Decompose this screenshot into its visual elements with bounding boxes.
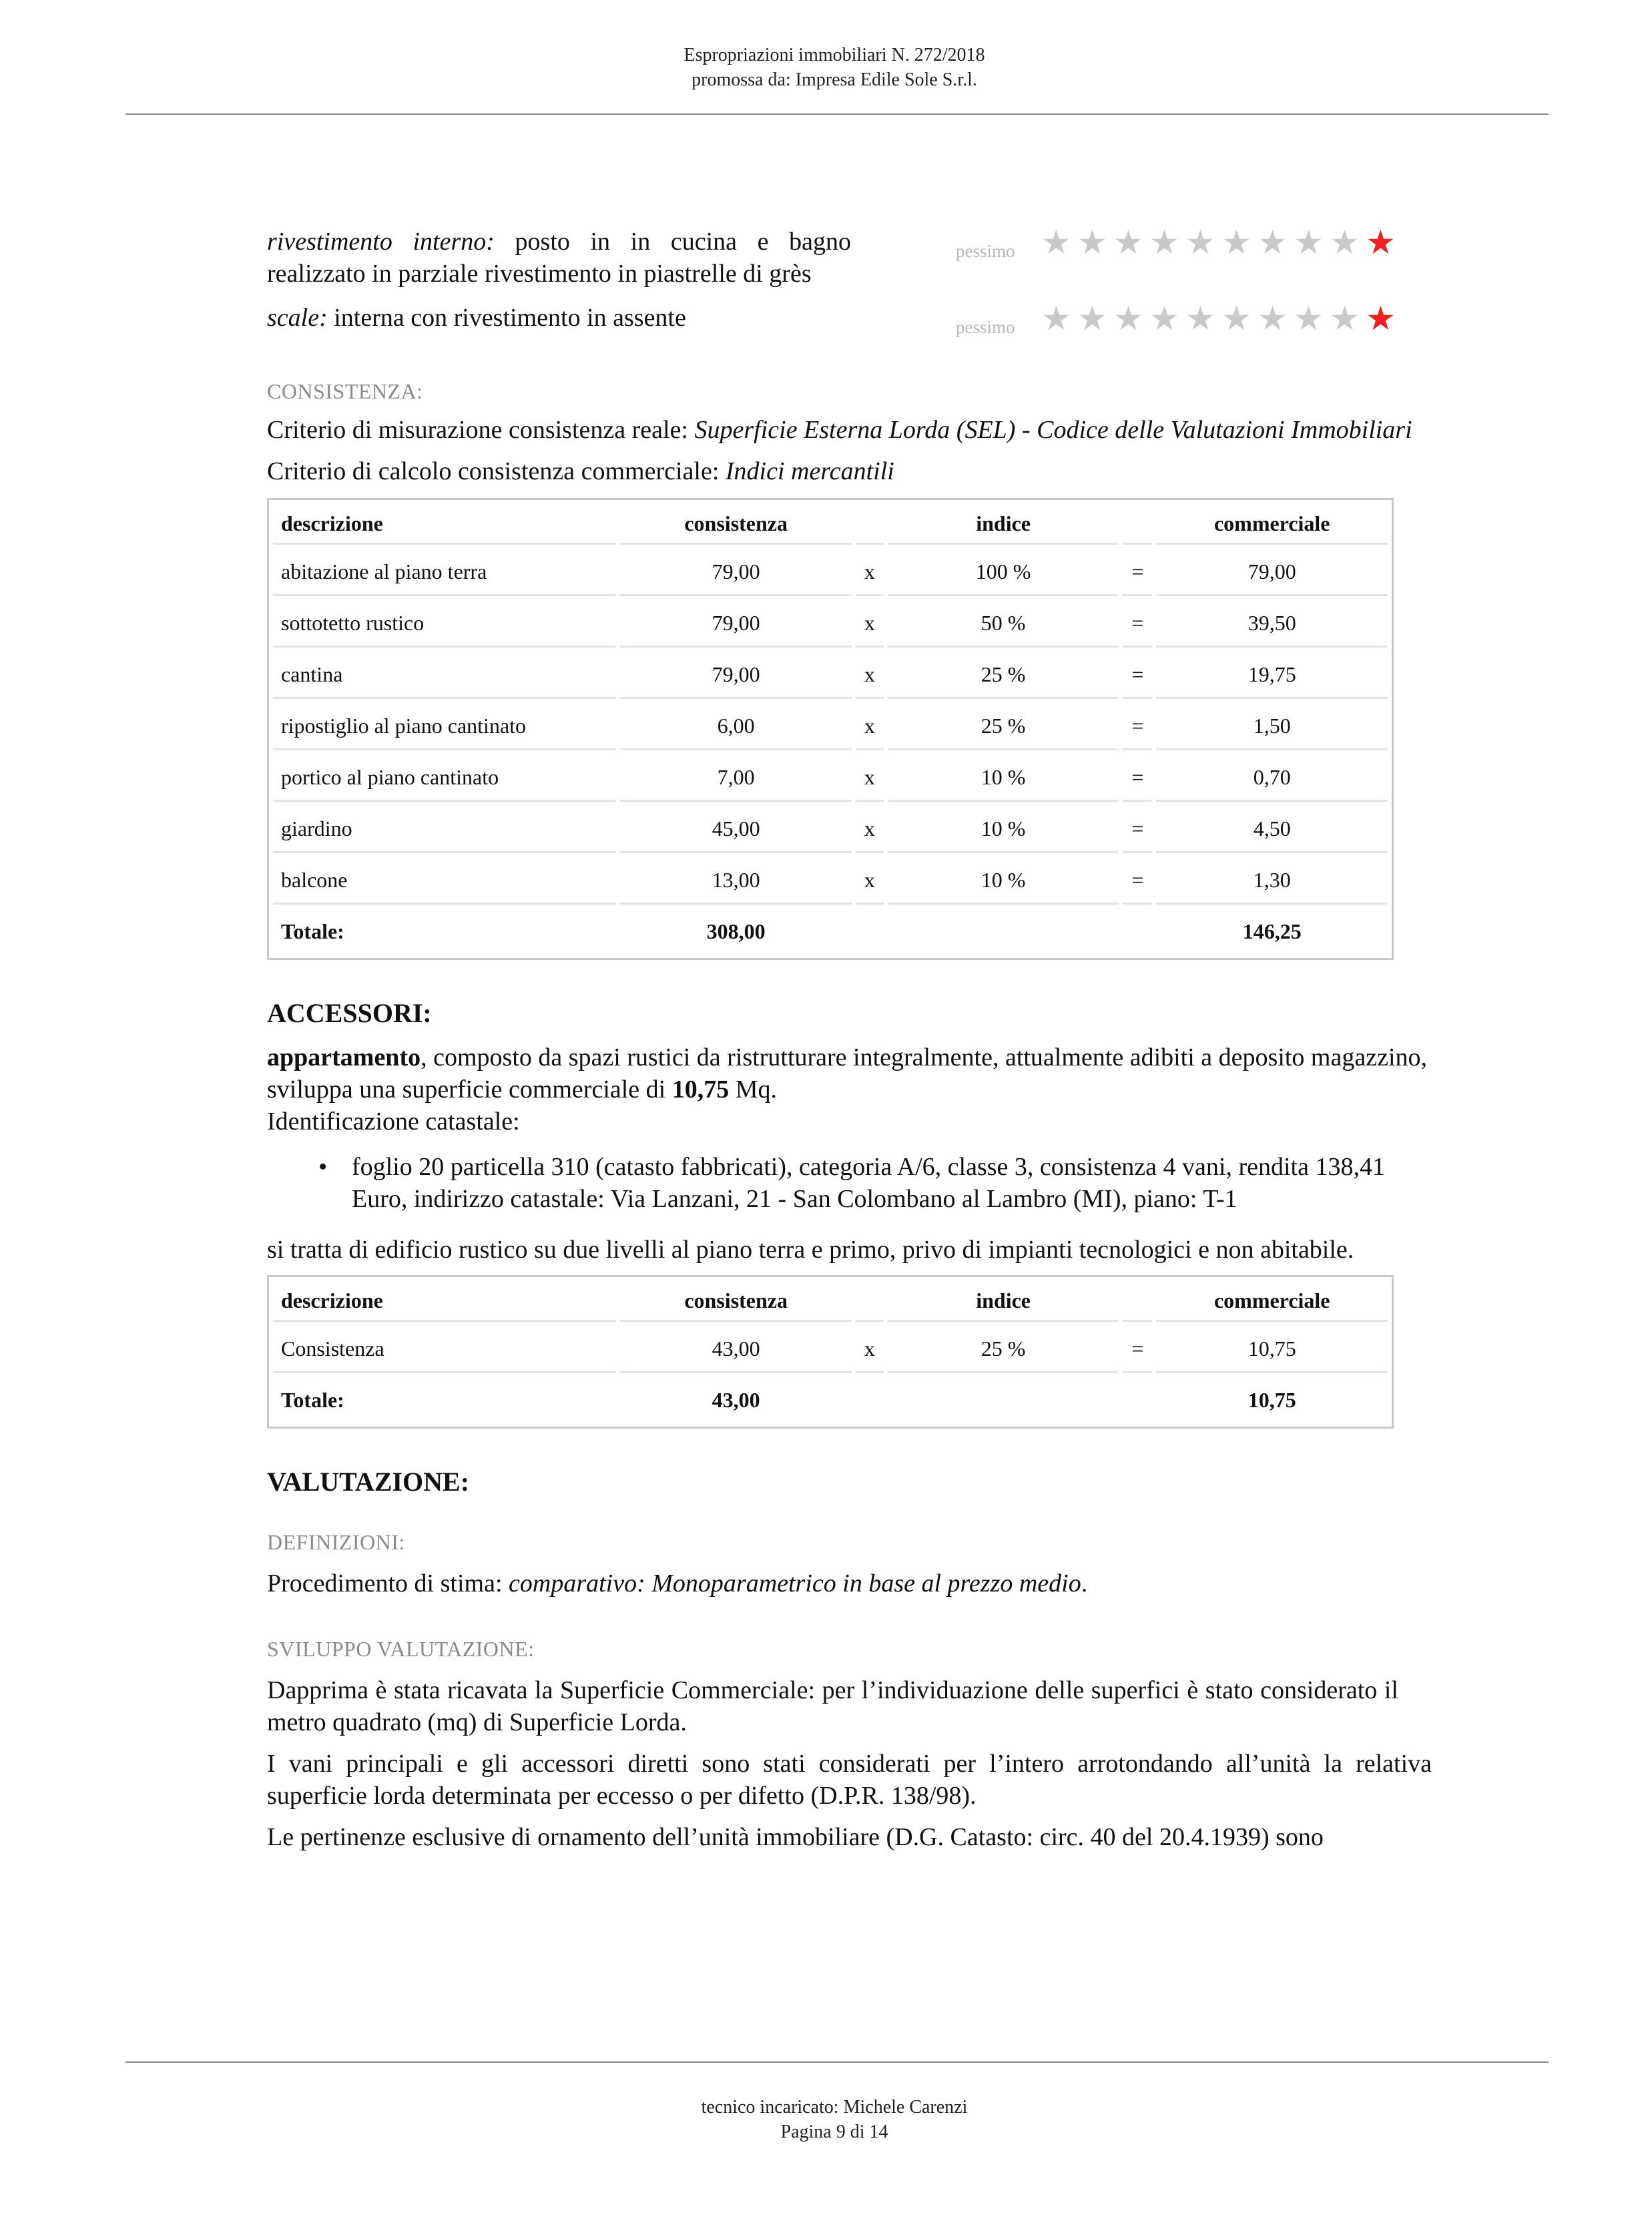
cell-operator: x — [856, 857, 884, 905]
star-empty-icon: ★ — [1258, 224, 1288, 261]
cell-descrizione: ripostiglio al piano cantinato — [273, 703, 616, 750]
cell-indice: 50 % — [888, 600, 1119, 648]
header-promoter: promossa da: Impresa Edile Sole S.r.l. — [692, 69, 977, 90]
table-row — [273, 703, 1388, 750]
consistenza-label: CONSISTENZA: — [267, 379, 423, 403]
cell-equals: = — [1123, 806, 1152, 853]
cell-descrizione: portico al piano cantinato — [273, 754, 616, 802]
rating-label: pessimo — [956, 241, 1015, 261]
cell-commerciale: 1,30 — [1156, 857, 1388, 905]
cell-consistenza: 7,00 — [620, 754, 851, 802]
catasto-list — [267, 1151, 1432, 1215]
cell-consistenza: 43,00 — [620, 1326, 851, 1373]
cell-consistenza: 79,00 — [620, 600, 851, 648]
cell-consistenza: 6,00 — [620, 703, 851, 750]
sviluppo-paragraph-2: I vani principali e gli accessori diretti sono stati considerati per l’intero arrotondando all’unità la relativa superficie lorda determinata per eccesso o per difetto (D.P.R. 138/98). — [267, 1750, 1432, 1810]
cell-equals: = — [1123, 1326, 1152, 1373]
table-row — [273, 1326, 1388, 1373]
star-empty-icon: ★ — [1330, 300, 1360, 337]
cell-operator: x — [856, 1326, 884, 1373]
cell-equals: = — [1123, 703, 1152, 750]
page-number: Pagina 9 di 14 — [780, 2122, 888, 2142]
star-empty-icon: ★ — [1294, 300, 1324, 337]
valutazione-title: VALUTAZIONE: — [267, 1467, 470, 1497]
table-total-row — [273, 1377, 1388, 1423]
document-body — [267, 226, 1432, 1853]
cell-descrizione: giardino — [273, 806, 616, 853]
cell-consistenza: 45,00 — [620, 806, 851, 853]
cell-equals: = — [1123, 600, 1152, 648]
cell-consistenza: 13,00 — [620, 857, 851, 905]
cell-commerciale: 0,70 — [1156, 754, 1388, 802]
total-commerciale: 10,75 — [1248, 1388, 1296, 1412]
star-empty-icon: ★ — [1149, 224, 1179, 261]
criterio-misurazione — [267, 414, 1432, 446]
accessori-note: si tratta di edificio rustico su due livelli al piano terra e primo, privo di impianti tecnologici e non abitabile. — [267, 1236, 1354, 1264]
cell-commerciale: 4,50 — [1156, 806, 1388, 853]
col-commerciale: commerciale — [1156, 1281, 1388, 1322]
criterio-calcolo-prefix: Criterio di calcolo consistenza commerciale: — [267, 457, 720, 485]
total-consistenza: 308,00 — [706, 919, 766, 943]
total-consistenza: 43,00 — [712, 1388, 760, 1412]
sviluppo-paragraph-1: Dapprima è stata ricavata la Superficie Commerciale: per l’individuazione delle superfici è stato considerato il metro quadrato (mq) di Superficie Lorda. — [267, 1676, 1398, 1736]
col-consistenza: consistenza — [620, 504, 851, 545]
criterio-misurazione-value: Superficie Esterna Lorda (SEL) - Codice delle Valutazioni Immobiliari — [694, 416, 1412, 444]
table-row — [273, 806, 1388, 853]
cell-indice: 100 % — [888, 549, 1119, 596]
table-row — [273, 549, 1388, 596]
sviluppo-paragraph-3: Le pertinenze esclusive di ornamento dell’unità immobiliare (D.G. Catasto: circ. 40 del 20.4.1939) sono — [267, 1823, 1324, 1851]
col-descrizione: descrizione — [273, 1281, 616, 1322]
col-consistenza: consistenza — [620, 1281, 851, 1322]
star-filled-icon: ★ — [1366, 224, 1396, 261]
page-header — [0, 43, 1652, 92]
rating-rivestimento-interno — [267, 226, 1432, 290]
consistenza-table — [267, 498, 1394, 960]
bullet-icon: • — [318, 1153, 328, 1181]
total-commerciale: 146,25 — [1242, 919, 1302, 943]
table-row — [273, 857, 1388, 905]
cell-operator: x — [856, 806, 884, 853]
identificazione-catastale-label: Identificazione catastale: — [267, 1107, 520, 1136]
cell-equals: = — [1123, 754, 1152, 802]
cell-descrizione: sottotetto rustico — [273, 600, 616, 648]
rating-name: rivestimento interno: — [267, 228, 495, 256]
col-descrizione: descrizione — [273, 504, 616, 545]
star-empty-icon: ★ — [1294, 224, 1324, 261]
rating-label: pessimo — [956, 317, 1015, 337]
cell-consistenza: 79,00 — [620, 652, 851, 699]
table-row — [273, 754, 1388, 802]
cell-operator: x — [856, 754, 884, 802]
footer-technician: tecnico incaricato: Michele Carenzi — [701, 2097, 968, 2118]
cell-operator: x — [856, 600, 884, 648]
cell-commerciale: 39,50 — [1156, 600, 1388, 648]
rating-description: posto in in cucina e bagno realizzato in parziale rivestimento in piastrelle di grès — [267, 228, 851, 288]
header-procedure: Espropriazioni immobiliari N. 272/2018 — [683, 45, 985, 65]
rating-description: interna con rivestimento in assente — [334, 304, 686, 332]
cell-equals: = — [1123, 652, 1152, 699]
star-empty-icon: ★ — [1113, 224, 1143, 261]
total-label: Totale: — [281, 919, 344, 943]
cell-equals: = — [1123, 857, 1152, 905]
star-empty-icon: ★ — [1113, 300, 1143, 337]
page-footer — [0, 2095, 1652, 2144]
star-empty-icon: ★ — [1330, 224, 1360, 261]
cell-commerciale: 10,75 — [1156, 1326, 1388, 1373]
accessori-description: appartamento, composto da spazi rustici da ristrutturare integralmente, attualmente adibiti a deposito magazzino, sviluppa una superficie commerciale di 10,75 Mq. Identificazione catastale: — [267, 1043, 1428, 1136]
cell-operator: x — [856, 652, 884, 699]
table-header-row — [273, 1281, 1388, 1322]
cell-indice: 25 % — [888, 652, 1119, 699]
cell-descrizione: Consistenza — [273, 1326, 616, 1373]
table-row — [273, 652, 1388, 699]
sviluppo-label: SVILUPPO VALUTAZIONE: — [267, 1637, 535, 1661]
table-total-row — [273, 909, 1388, 954]
table-header-row — [273, 504, 1388, 545]
footer-divider — [125, 2061, 1549, 2063]
accessori-name: appartamento — [267, 1043, 421, 1071]
col-indice: indice — [888, 1281, 1119, 1322]
cell-indice: 10 % — [888, 857, 1119, 905]
star-empty-icon: ★ — [1258, 300, 1288, 337]
cell-equals: = — [1123, 549, 1152, 596]
criterio-calcolo-value: Indici mercantili — [725, 457, 894, 485]
cell-indice: 25 % — [888, 1326, 1119, 1373]
criterio-calcolo — [267, 455, 1432, 487]
accessori-table — [267, 1275, 1394, 1429]
star-empty-icon: ★ — [1149, 300, 1179, 337]
table-row — [273, 600, 1388, 648]
rating-name: scale: — [267, 304, 328, 332]
cell-indice: 10 % — [888, 806, 1119, 853]
star-empty-icon: ★ — [1041, 224, 1071, 261]
star-rating — [1041, 226, 1402, 262]
cell-commerciale: 1,50 — [1156, 703, 1388, 750]
list-item: • foglio 20 particella 310 (catasto fabbricati), categoria A/6, classe 3, consistenza 4 vani, rendita 138,41 Euro, indirizzo catastale: Via Lanzani, 21 - San Colombano al Lambro (MI), piano: T-1 — [352, 1151, 1432, 1215]
cell-operator: x — [856, 703, 884, 750]
procedimento-stima: Procedimento di stima: comparativo: Monoparametrico in base al prezzo medio. — [267, 1569, 1088, 1597]
star-empty-icon: ★ — [1185, 300, 1215, 337]
cell-descrizione: abitazione al piano terra — [273, 549, 616, 596]
cell-indice: 10 % — [888, 754, 1119, 802]
procedimento-value: comparativo: Monoparametrico in base al prezzo medio — [509, 1569, 1081, 1597]
star-rating — [1041, 302, 1402, 338]
definizioni-label: DEFINIZIONI: — [267, 1530, 405, 1554]
star-filled-icon: ★ — [1366, 300, 1396, 337]
accessori-title: ACCESSORI: — [267, 998, 432, 1028]
cell-commerciale: 79,00 — [1156, 549, 1388, 596]
cell-operator: x — [856, 549, 884, 596]
star-empty-icon: ★ — [1221, 300, 1252, 337]
cell-consistenza: 79,00 — [620, 549, 851, 596]
header-divider — [125, 113, 1549, 115]
accessori-area: 10,75 — [671, 1075, 730, 1103]
star-empty-icon: ★ — [1077, 224, 1107, 261]
star-empty-icon: ★ — [1041, 300, 1071, 337]
cell-descrizione: cantina — [273, 652, 616, 699]
star-empty-icon: ★ — [1077, 300, 1107, 337]
star-empty-icon: ★ — [1221, 224, 1252, 261]
rating-scale — [267, 300, 1432, 337]
total-label: Totale: — [281, 1388, 344, 1412]
criterio-misurazione-prefix: Criterio di misurazione consistenza reale: — [267, 416, 688, 444]
cell-descrizione: balcone — [273, 857, 616, 905]
col-indice: indice — [888, 504, 1119, 545]
cell-commerciale: 19,75 — [1156, 652, 1388, 699]
star-empty-icon: ★ — [1185, 224, 1215, 261]
col-commerciale: commerciale — [1156, 504, 1388, 545]
cell-indice: 25 % — [888, 703, 1119, 750]
